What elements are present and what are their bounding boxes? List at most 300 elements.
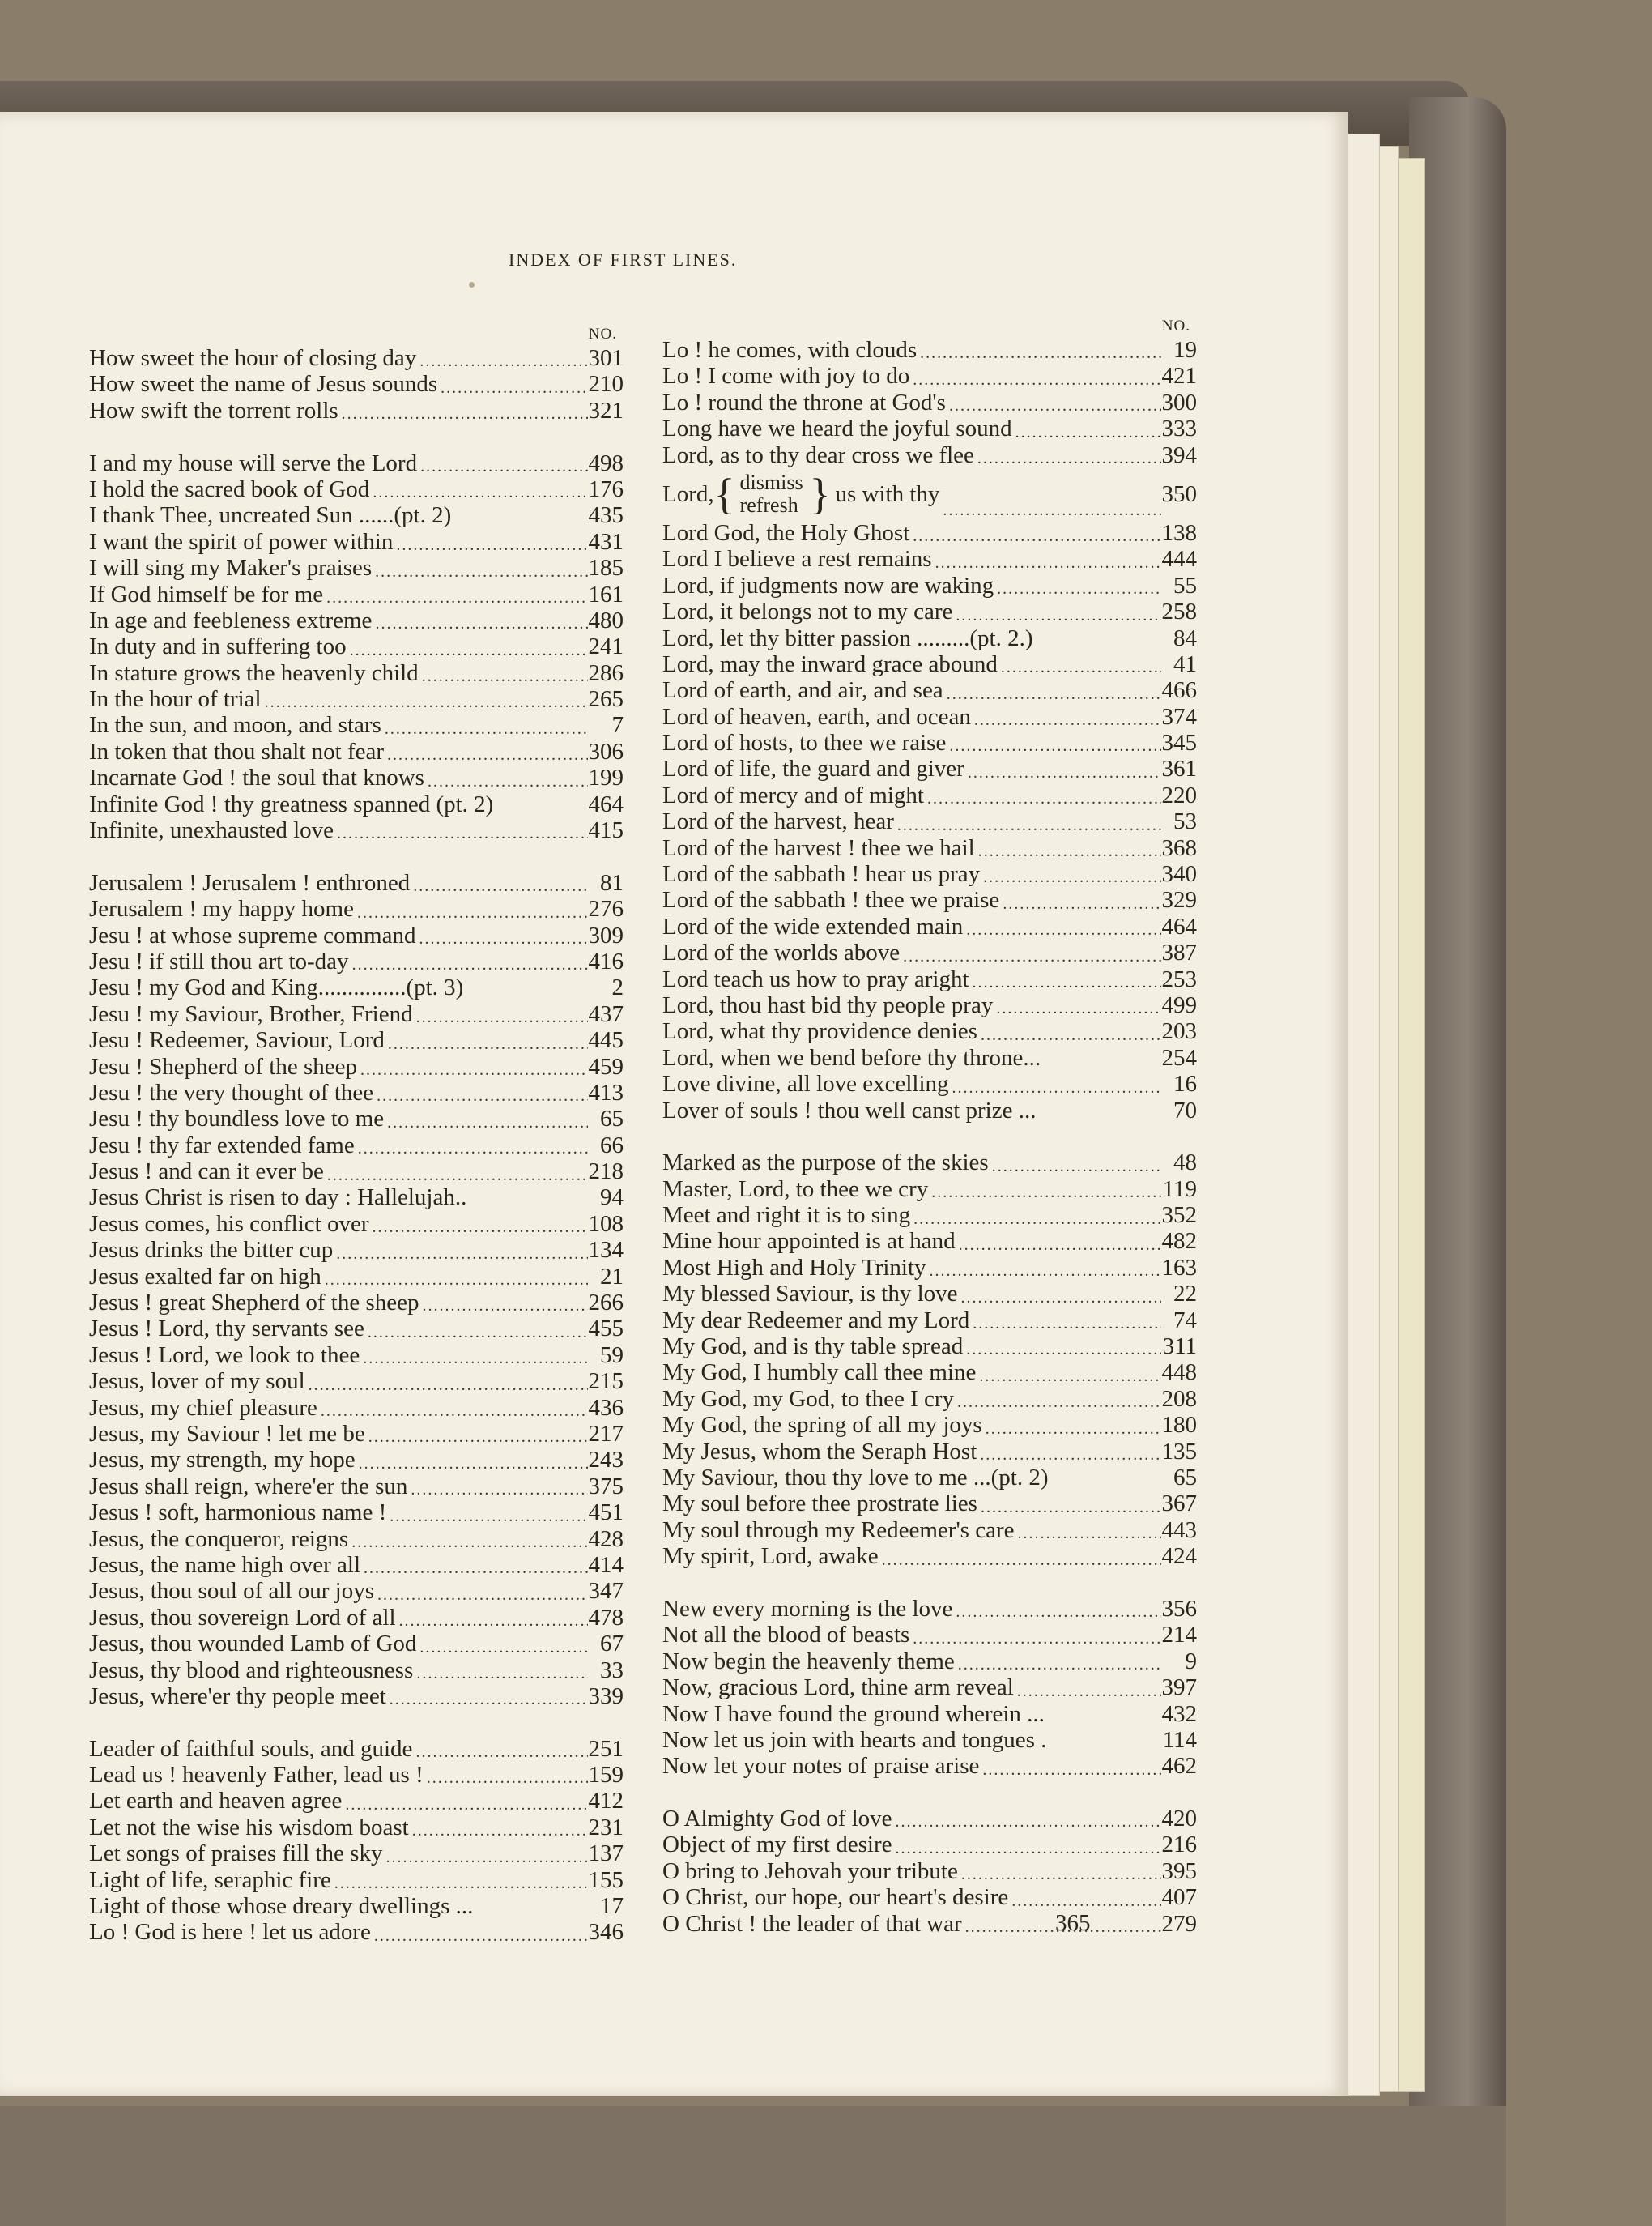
index-entry (662, 914, 1197, 940)
index-entry (662, 1229, 1197, 1255)
index-entry (89, 529, 624, 555)
entry-text: My God, my God, to thee I cry (662, 1385, 955, 1412)
group-spacer (662, 1780, 1197, 1806)
dot-leader (969, 1314, 1161, 1333)
dot-leader (1012, 423, 1161, 442)
dot-leader (417, 457, 588, 476)
hymn-number: 251 (588, 1735, 624, 1762)
index-entry (89, 1840, 624, 1866)
hymn-number: 448 (1161, 1359, 1197, 1386)
index-entry (89, 1106, 624, 1132)
entry-text: Jesu ! Shepherd of the sheep (89, 1053, 357, 1080)
index-entry (89, 1578, 624, 1604)
entry-text: Jesu ! thy far extended fame (89, 1132, 355, 1158)
hymn-number: 420 (1161, 1806, 1197, 1832)
index-entry (89, 765, 624, 791)
index-entry (662, 573, 1197, 599)
entry-text: Lord God, the Holy Ghost (662, 519, 910, 546)
dot-leader (424, 1768, 588, 1788)
hymn-number: 138 (1161, 519, 1197, 546)
index-entry (89, 1762, 624, 1788)
index-entry (89, 345, 624, 371)
dot-leader (900, 947, 1161, 966)
index-entry (89, 633, 624, 659)
entry-prefix: Lord, (662, 480, 714, 507)
hymn-number: 436 (588, 1394, 624, 1421)
hymn-number: 414 (588, 1551, 624, 1578)
index-entry (89, 1368, 624, 1394)
hymn-number: 499 (1161, 991, 1197, 1018)
dot-leader (892, 1812, 1161, 1832)
dot-leader (413, 1008, 588, 1027)
page-number: 365 (1055, 1910, 1091, 1936)
dot-leader (437, 378, 588, 398)
index-entry (662, 337, 1197, 363)
hymn-number: 329 (1161, 887, 1197, 914)
entry-text: Jesus shall reign, where'er the sun (89, 1473, 408, 1499)
index-column-left (89, 326, 624, 1946)
entry-text: Jesus ! Lord, thy servants see (89, 1316, 364, 1342)
hymn-number: 443 (1161, 1516, 1197, 1543)
entry-text: Lo ! round the throne at God's (662, 389, 946, 416)
index-entry (662, 1255, 1197, 1281)
book-cover-bottom (0, 2106, 1506, 2226)
hymn-number: 258 (1161, 599, 1197, 625)
index-column-right (662, 318, 1197, 1937)
hymn-number: 306 (588, 738, 624, 765)
brace-left: { (713, 469, 735, 518)
hymn-number: 395 (1161, 1857, 1197, 1884)
dot-leader (357, 1060, 588, 1080)
dot-leader (371, 1926, 588, 1946)
dot-leader (980, 868, 1161, 887)
entry-text: Lord, let thy bitter passion .........(pt. 2.) (662, 625, 1033, 651)
dot-leader (386, 1690, 588, 1709)
dot-leader (384, 745, 588, 765)
entry-text: Light of life, seraphic fire (89, 1866, 331, 1893)
hymn-number: 176 (588, 475, 624, 502)
index-entry (89, 1237, 624, 1263)
hymn-number: 134 (588, 1237, 624, 1264)
entry-text: Jesus ! soft, harmonious name ! (89, 1499, 387, 1526)
entry-text: My God, and is thy table spread (662, 1333, 964, 1360)
index-entry (89, 1211, 624, 1237)
hymn-number: 356 (1161, 1595, 1197, 1622)
entry-text: Jesus ! Lord, we look to thee (89, 1341, 360, 1368)
entry-text: Jerusalem ! my happy home (89, 896, 354, 923)
hymn-number: 432 (1161, 1700, 1197, 1727)
index-entry (89, 1499, 624, 1525)
entry-text: Now let us join with hearts and tongues . (662, 1726, 1047, 1753)
entry-text: Master, Lord, to thee we cry (662, 1175, 929, 1202)
index-entry (89, 1867, 624, 1893)
index-entry (89, 1788, 624, 1814)
index-entry (89, 1395, 624, 1421)
entry-text: Lord I believe a rest remains (662, 546, 932, 573)
entry-text: O bring to Jehovah your tribute (662, 1857, 958, 1884)
hymn-number: 394 (1161, 441, 1197, 468)
entry-text: Lord of heaven, earth, and ocean (662, 703, 971, 730)
entry-text: Jesus, my chief pleasure (89, 1394, 317, 1421)
dot-leader (1014, 1682, 1161, 1701)
hymn-number: 276 (588, 896, 624, 923)
index-entry (662, 1071, 1197, 1097)
dot-leader (977, 1445, 1161, 1465)
brace-option: refresh (739, 493, 798, 517)
hymn-number: 321 (588, 397, 624, 424)
index-entry (89, 1001, 624, 1027)
hymn-number: 65 (1173, 1465, 1197, 1490)
hymn-number: 180 (1161, 1412, 1197, 1439)
index-entry (662, 1911, 1197, 1937)
dot-leader (364, 1323, 588, 1342)
hymn-number: 347 (588, 1578, 624, 1605)
entry-text: Let not the wise his wisdom boast (89, 1814, 409, 1840)
entry-text: Jesu ! my Saviour, Brother, Friend (89, 1000, 413, 1027)
hymn-number: 368 (1161, 834, 1197, 861)
entry-text: Now begin the heavenly theme (662, 1648, 955, 1674)
index-entry (662, 599, 1197, 625)
hymn-number: 220 (1161, 782, 1197, 808)
hymn-number: 33 (600, 1657, 624, 1683)
hymn-number: 480 (588, 607, 624, 633)
index-entry (662, 1517, 1197, 1543)
entry-text: My blessed Saviour, is thy love (662, 1281, 958, 1307)
index-entry (89, 1316, 624, 1341)
dot-leader (955, 1655, 1161, 1674)
hymn-number: 455 (588, 1316, 624, 1342)
entry-text: Lord of the wide extended main (662, 913, 964, 940)
hymn-number: 41 (1173, 650, 1197, 677)
dot-leader (415, 929, 588, 949)
index-entry (662, 783, 1197, 808)
index-entry (662, 520, 1197, 546)
group-spacer (89, 1709, 624, 1735)
index-entry (662, 1622, 1197, 1648)
index-entry (89, 870, 624, 896)
dot-leader (993, 999, 1161, 1018)
entry-text: I hold the sacred book of God (89, 475, 370, 502)
entry-text: In the hour of trial (89, 686, 262, 713)
index-entry (662, 1753, 1197, 1779)
dot-leader (910, 1209, 1161, 1229)
group-spacer (662, 1570, 1197, 1596)
index-entry (89, 1657, 624, 1683)
dot-leader (381, 719, 588, 739)
entry-text: Mine hour appointed is at hand (662, 1228, 956, 1255)
hymn-number: 286 (588, 659, 624, 686)
index-entry (89, 712, 624, 738)
hymn-number: 466 (1161, 677, 1197, 704)
index-entry (89, 476, 624, 502)
dot-leader (412, 1742, 588, 1762)
entry-text: I will sing my Maker's praises (89, 555, 373, 582)
hymn-number: 459 (588, 1053, 624, 1080)
dot-leader (416, 352, 588, 371)
entry-text (662, 468, 939, 520)
entry-text: Lord of the worlds above (662, 940, 901, 966)
entry-text: Object of my first desire (662, 1832, 892, 1858)
entry-text: Jesus comes, his conflict over (89, 1210, 369, 1237)
hymn-number: 412 (588, 1788, 624, 1814)
entry-text: Jesu ! if still thou art to-day (89, 948, 349, 974)
ink-speck (469, 282, 475, 288)
entry-text: Lord, as to thy dear cross we flee (662, 441, 974, 468)
dot-leader (909, 370, 1161, 390)
index-entry (89, 686, 624, 712)
dot-leader (372, 562, 588, 582)
dot-leader (924, 789, 1161, 808)
dot-leader (413, 1664, 588, 1683)
hymn-number: 416 (588, 948, 624, 974)
hymn-number: 482 (1161, 1228, 1197, 1255)
hymn-number: 478 (588, 1604, 624, 1631)
entry-text: Jesus, lover of my soul (89, 1368, 305, 1395)
dot-leader (946, 736, 1161, 756)
hymn-number: 437 (588, 1000, 624, 1027)
index-entry (662, 835, 1197, 861)
index-entry (662, 1674, 1197, 1700)
hymn-number: 16 (1173, 1071, 1197, 1098)
dot-leader (334, 824, 588, 843)
dot-leader (419, 1296, 589, 1316)
index-entry (662, 546, 1197, 572)
number-column-label: NO. (588, 326, 617, 343)
hymn-number: 22 (1173, 1281, 1197, 1307)
hymn-number: 279 (1161, 1910, 1197, 1937)
entry-text: Jesus Christ is risen to day : Hallelujah.. (89, 1184, 467, 1211)
entry-text: Meet and right it is to sing (662, 1202, 911, 1229)
hymn-number: 74 (1173, 1307, 1197, 1333)
hymn-number: 119 (1162, 1175, 1197, 1202)
dot-leader (369, 483, 588, 502)
dot-leader (348, 1533, 588, 1552)
hymn-number: 53 (1173, 808, 1197, 835)
entry-text: My God, I humbly call thee mine (662, 1359, 977, 1386)
index-entry (89, 502, 624, 528)
entry-text: Jesu ! at whose supreme command (89, 922, 416, 949)
entry-text: Jesus drinks the bitter cup (89, 1237, 334, 1264)
dot-leader (347, 641, 588, 660)
index-entry (89, 1814, 624, 1840)
index-entry (89, 1185, 624, 1211)
index-entry (89, 1421, 624, 1447)
entry-text: Jesu ! Redeemer, Saviour, Lord (89, 1027, 385, 1054)
dot-leader (926, 1261, 1162, 1281)
hymn-number: 345 (1161, 730, 1197, 757)
index-entry (662, 416, 1197, 441)
index-entry (89, 739, 624, 765)
index-entry (89, 1054, 624, 1080)
index-entry (89, 1552, 624, 1578)
index-entry (662, 651, 1197, 677)
index-entry (89, 1605, 624, 1631)
entry-text: How swift the torrent rolls (89, 397, 338, 424)
dot-leader (369, 1217, 588, 1237)
dot-leader (939, 501, 1161, 520)
entry-text: Jerusalem ! Jerusalem ! enthroned (89, 869, 411, 896)
dot-leader (964, 763, 1161, 783)
hymn-number: 163 (1161, 1254, 1197, 1281)
entry-text: Most High and Holy Trinity (662, 1254, 926, 1281)
entry-text: I thank Thee, uncreated Sun ......(pt. 2) (89, 502, 452, 529)
entry-text: In token that thou shalt not fear (89, 738, 385, 765)
index-entry (89, 1683, 624, 1709)
hymn-number: 266 (588, 1290, 624, 1316)
entry-text: In stature grows the heavenly child (89, 659, 419, 686)
index-entry (89, 1158, 624, 1184)
entry-text: Incarnate God ! the soul that knows (89, 765, 424, 791)
index-entry (89, 1919, 624, 1945)
dot-leader (393, 535, 588, 555)
dot-leader (342, 1795, 588, 1814)
dot-leader (1014, 1524, 1161, 1543)
dot-leader (317, 1401, 588, 1421)
entry-text: Lord of the sabbath ! hear us pray (662, 861, 981, 888)
dot-leader (356, 1454, 588, 1473)
hymn-number: 48 (1173, 1149, 1197, 1176)
index-entry (662, 861, 1197, 887)
entry-text: In duty and in suffering too (89, 633, 347, 660)
hymn-number: 21 (600, 1263, 624, 1290)
entry-text: Lord, it belongs not to my care (662, 599, 953, 625)
number-column-label: NO. (1161, 318, 1190, 335)
entry-text: O Almighty God of love (662, 1806, 892, 1832)
index-entry (662, 1543, 1197, 1569)
index-entry (662, 390, 1197, 416)
entry-text: O Christ, our hope, our heart's desire (662, 1884, 1009, 1911)
entry-text: Let songs of praises fill the sky (89, 1840, 383, 1867)
entry-text: In age and feebleness extreme (89, 607, 373, 633)
index-entry (662, 1858, 1197, 1884)
hymn-number: 81 (600, 869, 624, 896)
hymn-number: 55 (1173, 572, 1197, 599)
entry-text: Lord, if judgments now are waking (662, 572, 994, 599)
entry-text: Jesus ! great Shepherd of the sheep (89, 1290, 419, 1316)
hymn-number: 19 (1173, 336, 1197, 363)
index-entry (89, 608, 624, 633)
hymn-number: 159 (588, 1762, 624, 1789)
page-edge (1346, 134, 1380, 2096)
dot-leader (355, 1139, 588, 1158)
dot-leader (333, 1244, 588, 1264)
dot-leader (956, 1235, 1161, 1255)
hymn-number: 301 (588, 344, 624, 371)
hymn-number: 445 (588, 1027, 624, 1054)
hymn-number: 346 (588, 1919, 624, 1946)
entry-text: Lord of the harvest ! thee we hail (662, 834, 975, 861)
entry-text: My soul through my Redeemer's care (662, 1516, 1015, 1543)
dot-leader (975, 842, 1161, 861)
dot-leader (917, 343, 1161, 363)
hymn-number: 407 (1161, 1884, 1197, 1911)
index-header: INDEX OF FIRST LINES. (509, 249, 738, 270)
hymn-number: 464 (1161, 913, 1197, 940)
dot-leader (963, 1340, 1161, 1359)
entry-text: Love divine, all love excelling (662, 1071, 949, 1098)
hymn-number: 137 (588, 1840, 624, 1867)
index-entry (662, 704, 1197, 730)
hymn-number: 375 (588, 1473, 624, 1499)
hymn-number: 84 (1173, 625, 1197, 651)
index-entry (89, 660, 624, 686)
index-entry (89, 555, 624, 581)
entry-text: Lo ! he comes, with clouds (662, 336, 918, 363)
index-entry (89, 896, 624, 922)
entry-text: Jesus, thou soul of all our joys (89, 1578, 375, 1605)
hymn-number: 311 (1162, 1333, 1197, 1360)
dot-leader (998, 658, 1161, 677)
index-entry (662, 1045, 1197, 1071)
entry-text: Not all the blood of beasts (662, 1622, 910, 1648)
index-entry (89, 817, 624, 843)
entry-text: Leader of faithful souls, and guide (89, 1735, 413, 1762)
dot-leader (321, 1270, 588, 1290)
index-entry (89, 974, 624, 1000)
index-entry (89, 1893, 624, 1919)
index-entry (89, 1736, 624, 1762)
dot-leader (365, 1427, 588, 1447)
dot-leader (958, 1865, 1161, 1884)
index-entry (662, 1412, 1197, 1438)
hymn-number: 70 (1173, 1097, 1197, 1124)
hymn-number: 421 (1161, 363, 1197, 390)
index-entry (662, 808, 1197, 834)
entry-text: Lord of life, the guard and giver (662, 756, 964, 783)
hymn-number: 428 (588, 1525, 624, 1552)
dot-leader (963, 920, 1161, 940)
dot-leader (324, 1166, 588, 1185)
hymn-number: 2 (611, 974, 624, 1001)
hymn-number: 431 (588, 528, 624, 555)
hymn-number: 9 (1185, 1648, 1197, 1674)
dot-leader (424, 772, 588, 791)
index-entry (89, 1027, 624, 1053)
index-entry (662, 1333, 1197, 1359)
index-entry (662, 1386, 1197, 1412)
index-entry (89, 1080, 624, 1106)
dot-leader (999, 894, 1161, 914)
entry-text: How sweet the hour of closing day (89, 344, 417, 371)
hymn-number: 214 (1161, 1622, 1197, 1648)
entry-text: How sweet the name of Jesus sounds (89, 371, 438, 398)
index-entry (89, 1264, 624, 1290)
index-entry (89, 450, 624, 476)
hymn-number: 217 (588, 1421, 624, 1447)
entry-text: Long have we heard the joyful sound (662, 416, 1012, 442)
hymn-number: 367 (1161, 1490, 1197, 1517)
dot-leader (385, 1034, 588, 1054)
hymn-number: 352 (1161, 1202, 1197, 1229)
index-entry (662, 442, 1197, 468)
dot-leader (958, 1288, 1161, 1307)
dot-leader (262, 693, 588, 712)
hymn-number: 243 (588, 1447, 624, 1473)
dot-leader (928, 1183, 1161, 1202)
index-entry (662, 1018, 1197, 1044)
hymn-number: 300 (1161, 389, 1197, 416)
hymn-number: 17 (600, 1893, 624, 1920)
dot-leader (372, 614, 588, 633)
index-entry (662, 756, 1197, 782)
index-entry (662, 1701, 1197, 1727)
dot-leader (932, 553, 1161, 573)
entry-text: My soul before thee prostrate lies (662, 1490, 977, 1517)
entry-text: Lord of earth, and air, and sea (662, 677, 943, 704)
entry-suffix: us with thy (835, 480, 940, 507)
entry-text: My spirit, Lord, awake (662, 1543, 879, 1570)
dot-leader (946, 396, 1161, 416)
